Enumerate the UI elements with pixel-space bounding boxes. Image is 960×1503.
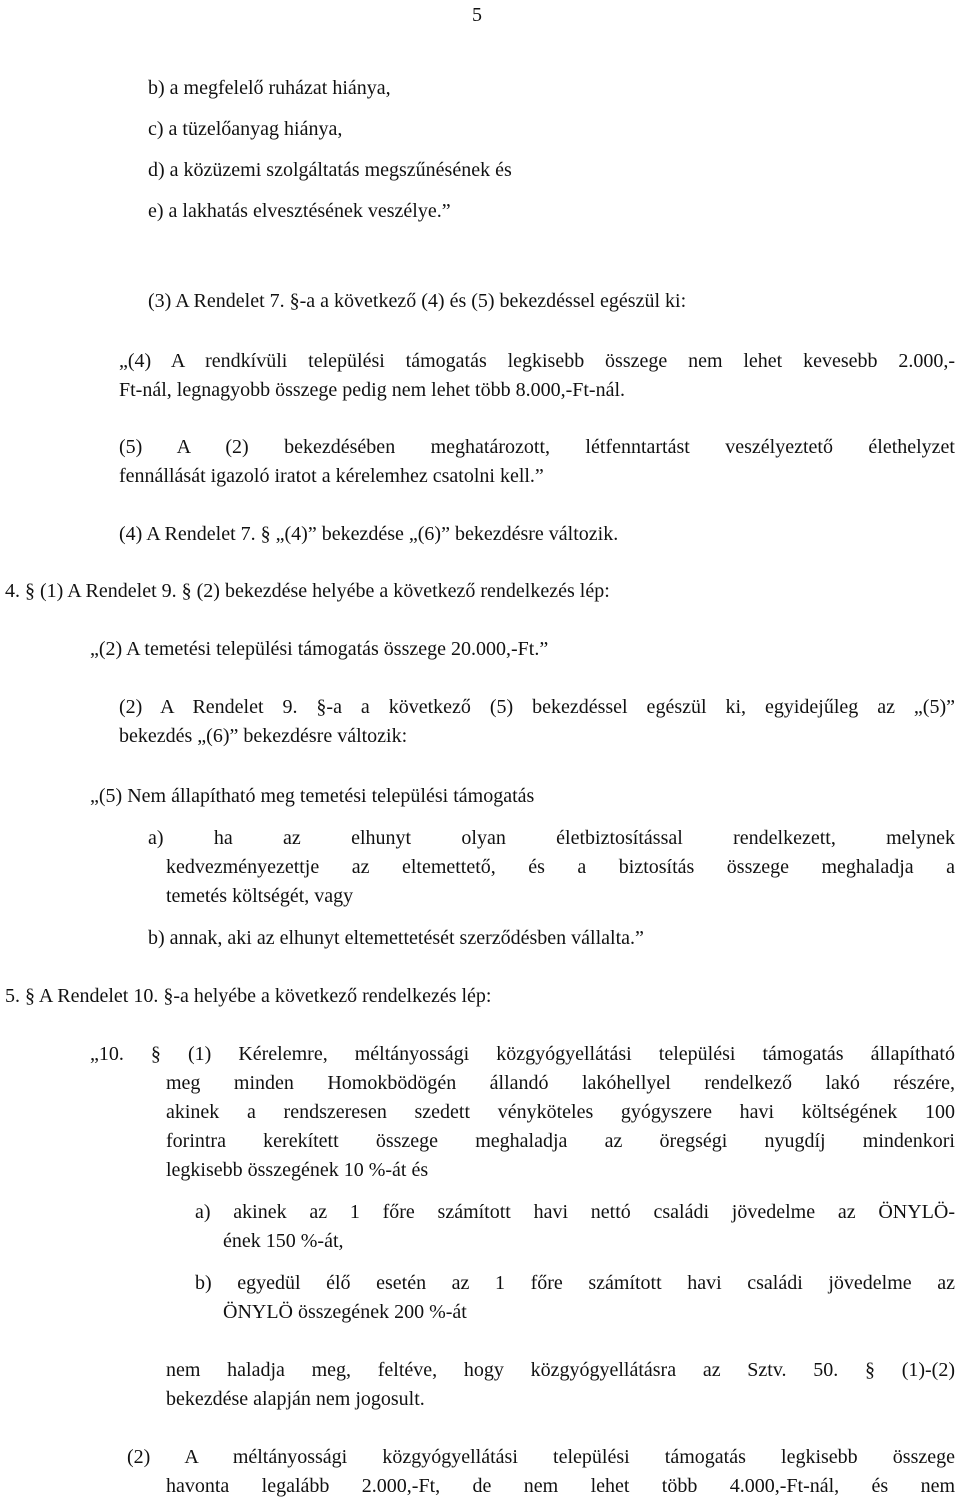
list-item-c: c) a tüzelőanyag hiánya, xyxy=(148,118,343,140)
list-item-a: a) ha az elhunyt olyan életbiztosítással rendelkezett, melynek xyxy=(148,827,955,849)
paragraph-line: ének 150 %-át, xyxy=(223,1230,344,1252)
paragraph-line: fennállását igazoló iratot a kérelemhez csatolni kell.” xyxy=(119,465,544,487)
page-number: 5 xyxy=(472,4,482,26)
paragraph-3-header: (3) A Rendelet 7. §-a a következő (4) és (5) bekezdéssel egészül ki: xyxy=(148,290,687,312)
paragraph-line: legkisebb összegének 10 %-át és xyxy=(166,1159,429,1181)
paragraph-line: havonta legalább 2.000,-Ft, de nem lehet több 4.000,-Ft-nál, és nem xyxy=(166,1475,955,1497)
paragraph-line: bekezdés „(6)” bekezdésre változik: xyxy=(119,725,408,747)
list-item-a: a) akinek az 1 főre számított havi nettó családi jövedelme az ÖNYLÖ- xyxy=(195,1201,955,1223)
paragraph-line: nem haladja meg, feltéve, hogy közgyógyellátásra az Sztv. 50. § (1)-(2) xyxy=(166,1359,955,1381)
section-5-header: 5. § A Rendelet 10. §-a helyébe a következő rendelkezés lép: xyxy=(5,985,492,1007)
list-item-b: b) egyedül élő esetén az 1 főre számított havi családi jövedelme az xyxy=(195,1272,955,1294)
paragraph-line: forintra kerekített összege meghaladja az öregségi nyugdíj mindenkori xyxy=(166,1130,955,1152)
paragraph-line: (5) A (2) bekezdésében meghatározott, létfenntartást veszélyeztető élethelyzet xyxy=(119,436,955,458)
paragraph-line: (4) A Rendelet 7. § „(4)” bekezdése „(6)” bekezdésre változik. xyxy=(119,523,619,545)
paragraph-line: (2) A Rendelet 9. §-a a következő (5) bekezdéssel egészül ki, egyidejűleg az „(5)” xyxy=(119,696,955,718)
paragraph-line: bekezdése alapján nem jogosult. xyxy=(166,1388,425,1410)
paragraph-line: Ft-nál, legnagyobb összege pedig nem lehet több 8.000,-Ft-nál. xyxy=(119,379,626,401)
paragraph-line: „(5) Nem állapítható meg temetési települési támogatás xyxy=(90,785,535,807)
paragraph-line: „(2) A temetési települési támogatás összege 20.000,-Ft.” xyxy=(90,638,549,660)
paragraph-line: ÖNYLÖ összegének 200 %-át xyxy=(223,1301,467,1323)
section-4-header: 4. § (1) A Rendelet 9. § (2) bekezdése helyébe a következő rendelkezés lép: xyxy=(5,580,610,602)
list-item-e: e) a lakhatás elvesztésének veszélye.” xyxy=(148,200,451,222)
paragraph-line: akinek a rendszeresen szedett vényköteles gyógyszere havi költségének 100 xyxy=(166,1101,955,1123)
paragraph-line: kedvezményezettje az eltemettető, és a biztosítás összege meghaladja a xyxy=(166,856,955,878)
paragraph-line: temetés költségét, vagy xyxy=(166,885,354,907)
paragraph-line: „10. § (1) Kérelemre, méltányossági közgyógyellátási települési támogatás állapítható xyxy=(90,1043,955,1065)
paragraph-line: „(4) A rendkívüli települési támogatás legkisebb összege nem lehet kevesebb 2.000,- xyxy=(119,350,955,372)
list-item-b: b) a megfelelő ruházat hiánya, xyxy=(148,77,391,99)
list-item-d: d) a közüzemi szolgáltatás megszűnésének és xyxy=(148,159,512,181)
list-item-b: b) annak, aki az elhunyt eltemettetését szerződésben vállalta.” xyxy=(148,927,644,949)
paragraph-line: meg minden Homokbödögén állandó lakóhellyel rendelkező lakó részére, xyxy=(166,1072,955,1094)
paragraph-line: (2) A méltányossági közgyógyellátási települési támogatás legkisebb összege xyxy=(127,1446,955,1468)
